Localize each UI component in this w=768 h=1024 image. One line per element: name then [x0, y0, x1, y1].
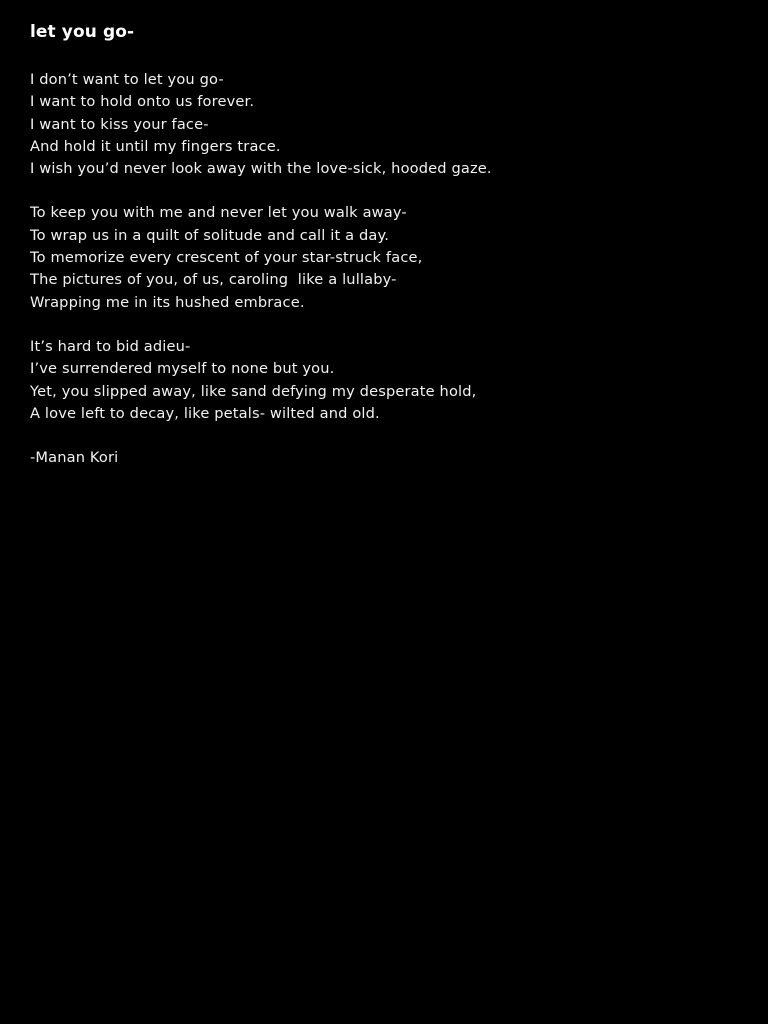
poem-line: I wish you’d never look away with the love-sick, hooded gaze.: [30, 160, 492, 178]
poem-line: It’s hard to bid adieu-: [30, 337, 191, 355]
poem-title: let you go-: [30, 22, 135, 42]
poem-line: To keep you with me and never let you walk away-: [30, 204, 407, 222]
poem-line: I want to hold onto us forever.: [30, 93, 255, 111]
poem-line: The pictures of you, of us, caroling like a lullaby-: [30, 271, 397, 289]
poem-line: I’ve surrendered myself to none but you.: [30, 360, 335, 378]
stanza-3: [30, 336, 738, 425]
poem-line: A love left to decay, like petals- wilted and old.: [30, 404, 380, 422]
stanza-1: [30, 69, 738, 180]
stanza-2: [30, 202, 738, 313]
poem-line: And hold it until my fingers trace.: [30, 137, 281, 155]
poem-line: To wrap us in a quilt of solitude and call it a day.: [30, 226, 389, 244]
poem-line: Wrapping me in its hushed embrace.: [30, 293, 305, 311]
poem-line: I want to kiss your face-: [30, 115, 209, 133]
poem-line: I don’t want to let you go-: [30, 71, 224, 88]
poem-line: To memorize every crescent of your star-struck face,: [30, 249, 423, 267]
poem-signature: -Manan Kori: [30, 449, 119, 467]
poem-line: Yet, you slipped away, like sand defying my desperate hold,: [30, 382, 477, 400]
